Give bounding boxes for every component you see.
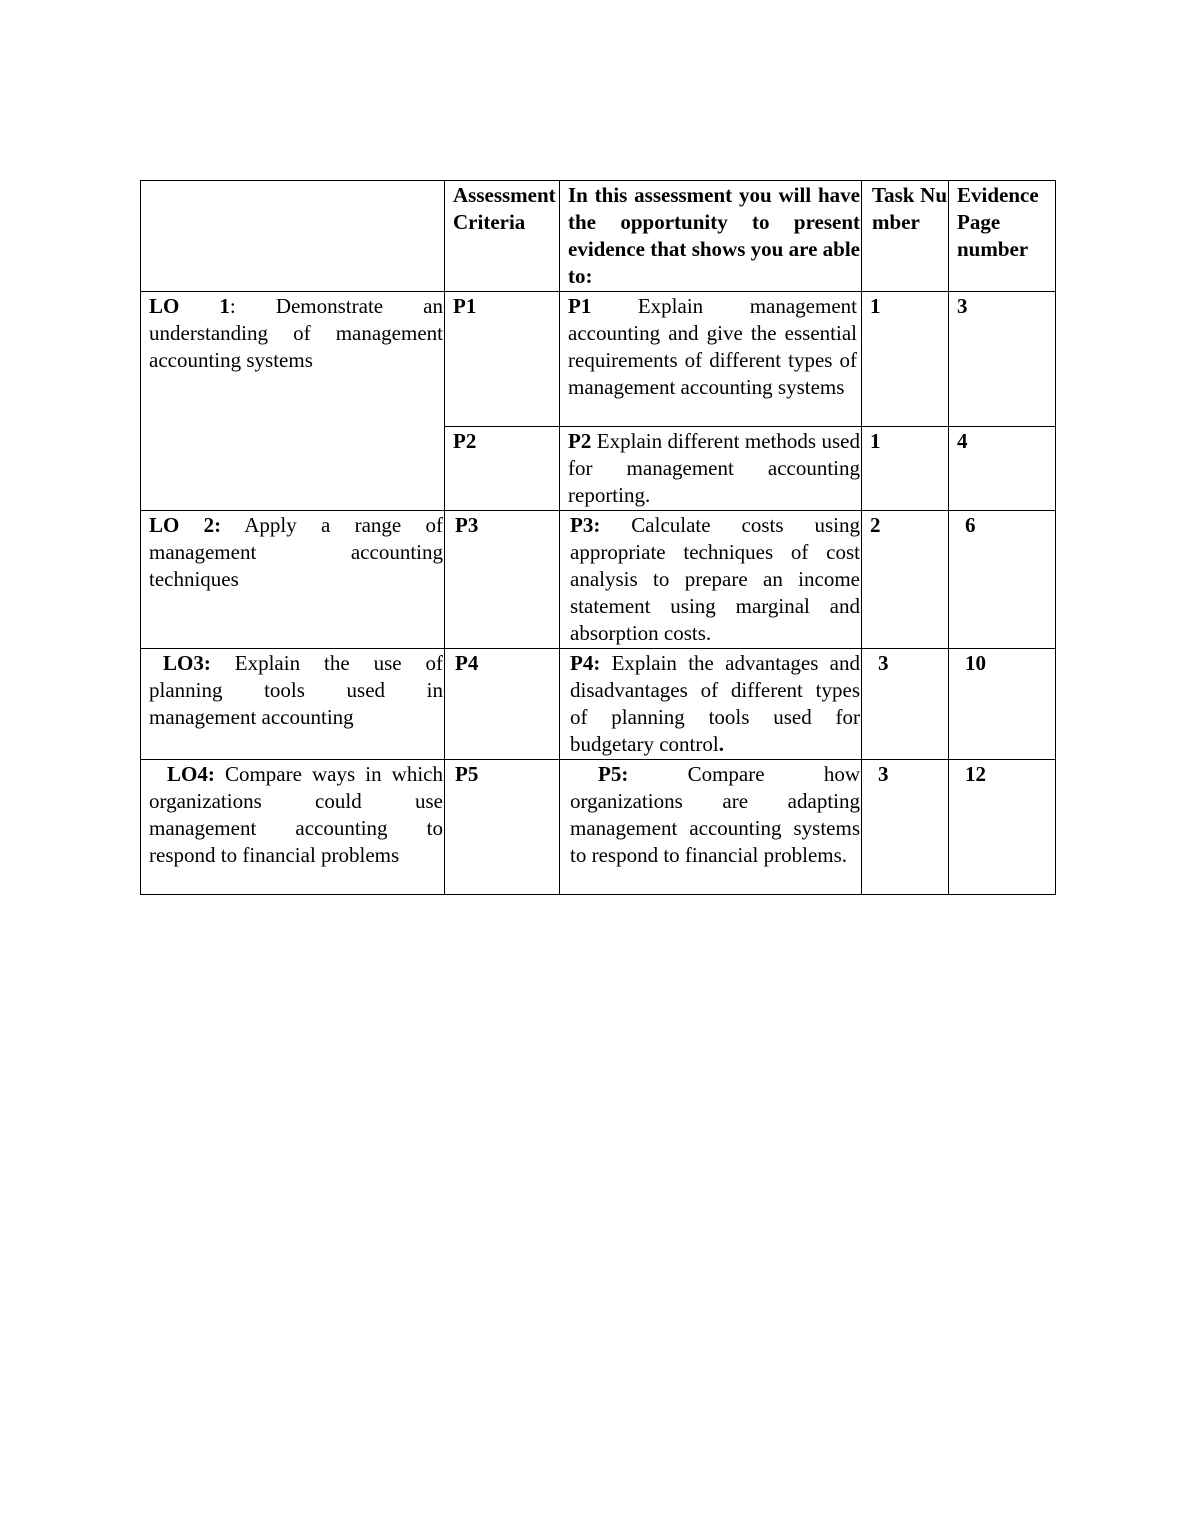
table-row xyxy=(141,511,1056,649)
lo-text: Demonstrate an understanding of management accounting systems xyxy=(149,294,443,372)
header-lo-cell xyxy=(141,181,445,292)
table-row xyxy=(141,760,1056,895)
description-cell xyxy=(560,427,862,511)
lo3-cell xyxy=(141,649,445,760)
desc-tag: P4: xyxy=(570,651,601,675)
desc-tag: P3: xyxy=(570,513,601,537)
header-evidence-intro: In this assessment you will have the opportunity to present evidence that shows you are able to: xyxy=(560,181,862,292)
lo-text: Apply a range of management accounting techniques xyxy=(149,513,443,591)
evidence-page-cell: 6 xyxy=(949,511,1056,649)
desc-tag: P5: xyxy=(598,762,629,786)
criteria-cell: P5 xyxy=(445,760,560,895)
header-criteria: Assessment Criteria xyxy=(445,181,560,292)
task-number-cell: 1 xyxy=(862,427,949,511)
description-cell xyxy=(560,511,862,649)
description-cell xyxy=(560,292,862,427)
task-number-cell: 3 xyxy=(862,760,949,895)
table-row xyxy=(141,292,1056,427)
evidence-page-cell: 10 xyxy=(949,649,1056,760)
desc-text: Explain different methods used for management accounting reporting. xyxy=(568,429,861,507)
lo-text: Explain the use of planning tools used in management accounting xyxy=(149,651,443,729)
description-cell xyxy=(560,760,862,895)
desc-text: Calculate costs using appropriate techniques of cost analysis to prepare an income statement using marginal and absorption costs. xyxy=(570,513,860,645)
lo-colon: : xyxy=(229,294,236,318)
lo2-cell xyxy=(141,511,445,649)
lo1-cell xyxy=(141,292,445,511)
criteria-cell: P1 xyxy=(445,292,560,427)
header-task-number: Task Number xyxy=(862,181,949,292)
learning-outcomes-table xyxy=(140,180,1056,895)
evidence-page-cell: 3 xyxy=(949,292,1056,427)
header-row xyxy=(141,181,1056,292)
lo-tag: LO4: xyxy=(167,762,215,786)
desc-end: . xyxy=(718,732,724,756)
lo-tag: LO 2: xyxy=(149,513,222,537)
criteria-cell: P3 xyxy=(445,511,560,649)
evidence-page-cell: 4 xyxy=(949,427,1056,511)
evidence-page-cell: 12 xyxy=(949,760,1056,895)
task-number-cell: 3 xyxy=(862,649,949,760)
desc-text: Explain management accounting and give the essential requirements of different types of management accounting systems xyxy=(568,294,857,399)
task-number-cell: 1 xyxy=(862,292,949,427)
desc-tag: P1 xyxy=(568,294,592,318)
lo-text: Compare ways in which organizations could use management accounting to respond to financial problems xyxy=(149,762,443,867)
desc-tag: P2 xyxy=(568,429,592,453)
lo4-cell xyxy=(141,760,445,895)
header-evidence-page: Evidence Page number xyxy=(949,181,1056,292)
table-row xyxy=(141,649,1056,760)
lo-tag: LO 1 xyxy=(149,294,230,318)
desc-text: Explain the advantages and disadvantages of different types of planning tools used for budgetary control xyxy=(570,651,861,756)
criteria-cell: P2 xyxy=(445,427,560,511)
desc-text: Compare how organizations are adapting management accounting systems to respond to financial problems. xyxy=(570,762,860,867)
criteria-cell: P4 xyxy=(445,649,560,760)
lo-tag: LO3: xyxy=(163,651,211,675)
description-cell xyxy=(560,649,862,760)
task-number-cell: 2 xyxy=(862,511,949,649)
